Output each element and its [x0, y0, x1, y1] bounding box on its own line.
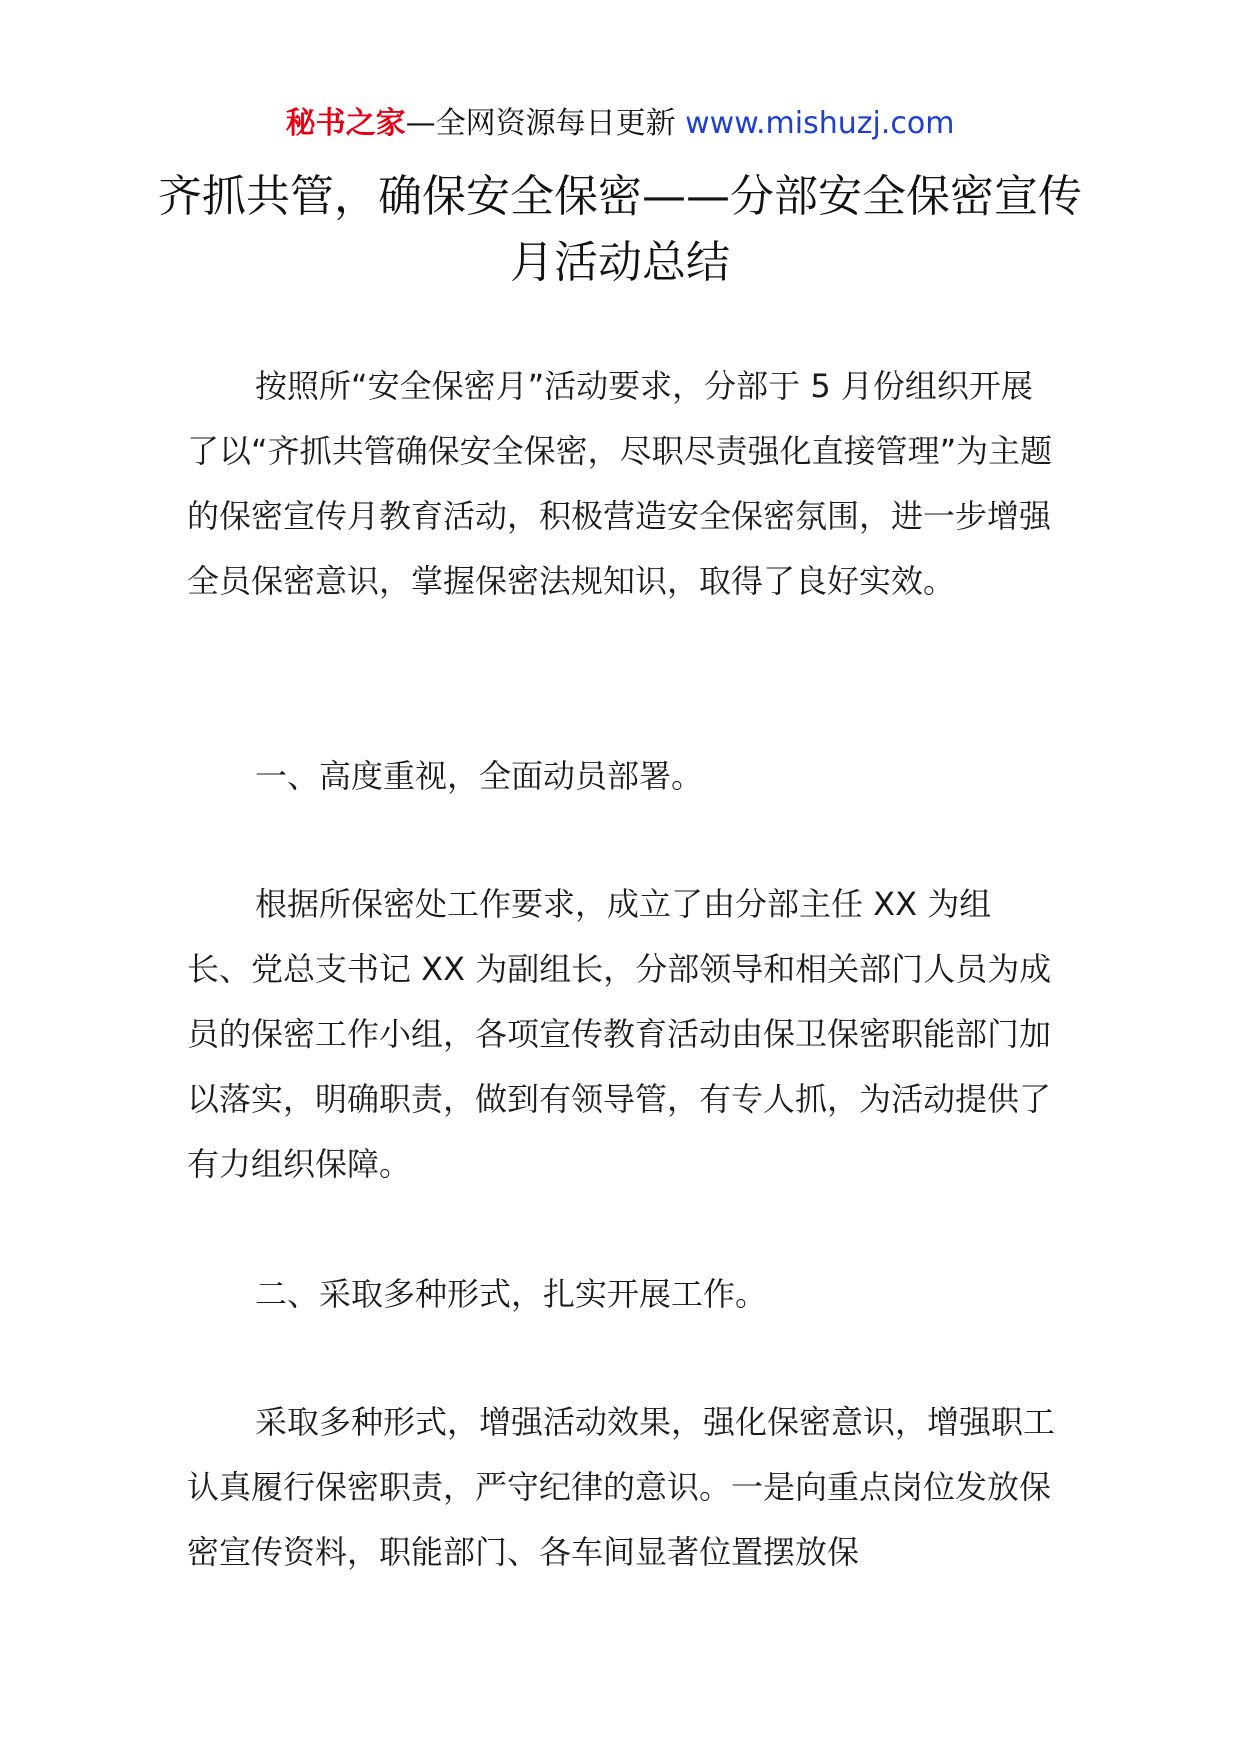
- section-2-heading: 二、采取多种形式，扎实开展工作。: [255, 1275, 768, 1313]
- document-title: 齐抓共管，确保安全保密——分部安全保密宣传月活动总结: [158, 171, 1082, 288]
- section-2-paragraph: 采取多种形式，增强活动效果，强化保密意识，增强职工认真履行保密职责，严守纪律的意识。一是向重点岗位发放保密宣传资料，职能部门、各车间显著位置摆放保: [187, 1403, 1056, 1571]
- site-header: [0, 104, 1240, 144]
- section-1-paragraph: 根据所保密处工作要求，成立了由分部主任 XX 为组长、党总支书记 XX 为副组长，分部领导和相关部门人员为成员的保密工作小组，各项宣传教育活动由保卫保密职能部门加以落实，明确职责，做到有领导管，有专人抓，为活动提供了有力组织保障。: [187, 885, 1052, 1183]
- site-brand: 秘书之家: [285, 106, 406, 141]
- site-tagline: —全网资源每日更新: [405, 106, 676, 141]
- intro-paragraph: 按照所“安全保密月”活动要求，分部于 5 月份组织开展了以“齐抓共管确保安全保密，尽职尽责强化直接管理”为主题的保密宣传月教育活动，积极营造安全保密氛围，进一步增强全员保密意识，掌握保密法规知识，取得了良好实效。: [187, 367, 1053, 600]
- section-1-heading: 一、高度重视，全面动员部署。: [255, 757, 704, 795]
- site-url-link[interactable]: www.mishuzj.com: [685, 106, 955, 141]
